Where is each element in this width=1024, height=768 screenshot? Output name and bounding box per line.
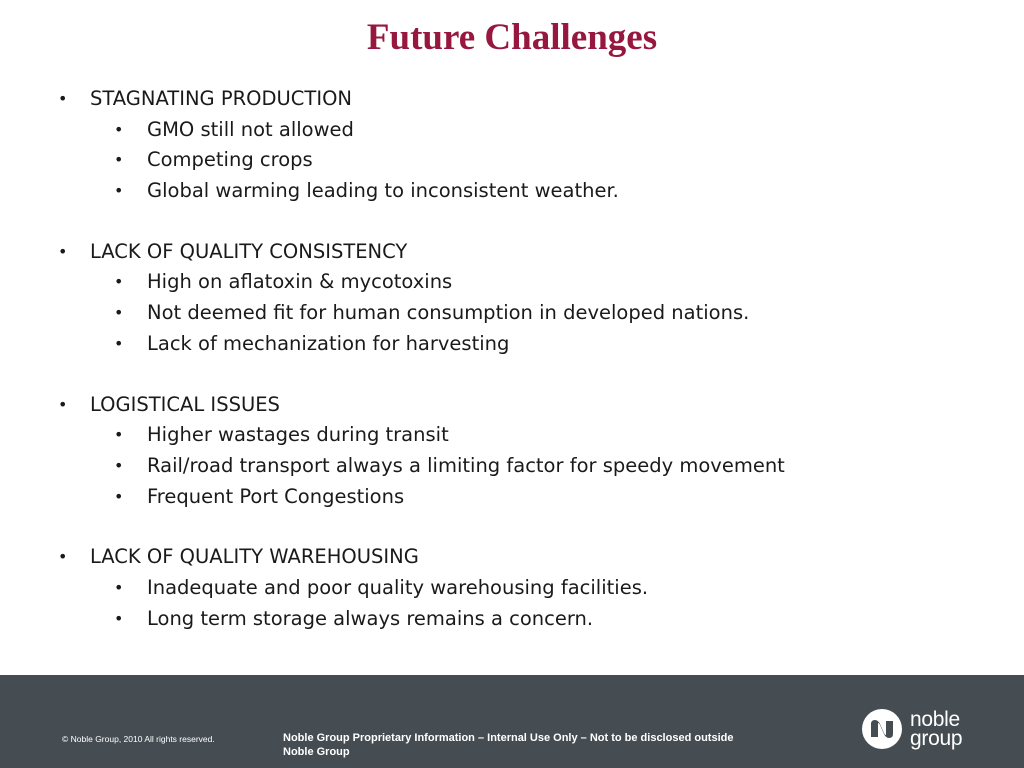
sub-bullet-text: Inadequate and poor quality warehousing facilities. bbox=[147, 575, 649, 599]
sub-bullet bbox=[58, 482, 978, 513]
sub-bullet bbox=[58, 298, 978, 329]
sub-bullet-text: Lack of mechanization for harvesting bbox=[147, 331, 510, 355]
sub-bullet-text: Competing crops bbox=[147, 148, 313, 172]
sub-bullet bbox=[58, 420, 978, 451]
bullet-icon: • bbox=[114, 303, 124, 323]
sub-bullet-text: Frequent Port Congestions bbox=[147, 484, 405, 508]
sub-bullet-text: High on aflatoxin & mycotoxins bbox=[147, 270, 453, 294]
copyright-text: © Noble Group, 2010 All rights reserved. bbox=[62, 734, 215, 744]
slide-title: Future Challenges bbox=[366, 17, 658, 58]
bullet-heading bbox=[58, 237, 978, 268]
bullet-icon: • bbox=[58, 547, 68, 567]
bullet-icon: • bbox=[114, 181, 124, 201]
section-stagnating-production bbox=[58, 84, 978, 207]
noble-logo-mark-icon bbox=[862, 709, 902, 749]
sub-bullet bbox=[58, 329, 978, 360]
bullet-heading-text: LACK OF QUALITY WAREHOUSING bbox=[90, 545, 419, 569]
section-logistical-issues bbox=[58, 390, 978, 513]
footer-bar bbox=[0, 675, 1024, 768]
bullet-icon: • bbox=[114, 608, 124, 628]
sub-bullet-text: Rail/road transport always a limiting factor for speedy movement bbox=[147, 453, 785, 477]
bullet-heading-text: STAGNATING PRODUCTION bbox=[90, 87, 353, 110]
sub-bullet-text: Global warming leading to inconsistent weather. bbox=[147, 179, 619, 203]
bullet-icon: • bbox=[114, 150, 124, 170]
sub-bullet-text: Higher wastages during transit bbox=[147, 423, 449, 447]
bullet-list bbox=[58, 84, 978, 664]
logo-word-group: group bbox=[910, 727, 963, 750]
logo-word-noble: noble bbox=[910, 708, 960, 731]
section-quality-warehousing bbox=[58, 542, 978, 634]
bullet-icon: • bbox=[114, 333, 124, 353]
sub-bullet bbox=[58, 145, 978, 176]
bullet-icon: • bbox=[114, 455, 124, 475]
sub-bullet bbox=[58, 573, 978, 604]
bullet-icon: • bbox=[114, 577, 124, 597]
bullet-icon: • bbox=[58, 241, 68, 261]
section-quality-consistency bbox=[58, 237, 978, 360]
bullet-heading bbox=[58, 542, 978, 573]
bullet-heading-text: LOGISTICAL ISSUES bbox=[90, 392, 280, 416]
bullet-icon: • bbox=[114, 425, 124, 445]
sub-bullet-text: GMO still not allowed bbox=[147, 117, 354, 141]
bullet-heading bbox=[58, 84, 978, 115]
bullet-heading-text: LACK OF QUALITY CONSISTENCY bbox=[90, 239, 408, 263]
sub-bullet bbox=[58, 176, 978, 207]
bullet-icon: • bbox=[58, 89, 68, 108]
bullet-icon: • bbox=[58, 394, 68, 414]
bullet-icon: • bbox=[114, 119, 124, 139]
sub-bullet-text: Not deemed fit for human consumption in developed nations. bbox=[147, 301, 750, 325]
bullet-icon: • bbox=[114, 272, 124, 292]
sub-bullet bbox=[58, 115, 978, 146]
noble-group-logo bbox=[862, 707, 982, 753]
bullet-heading bbox=[58, 390, 978, 421]
sub-bullet-text: Long term storage always remains a concern. bbox=[147, 606, 594, 630]
proprietary-notice: Noble Group Proprietary Information – Internal Use Only – Not to be disclosed outside Noble Group bbox=[283, 732, 734, 758]
sub-bullet bbox=[58, 451, 978, 482]
sub-bullet bbox=[58, 267, 978, 298]
sub-bullet bbox=[58, 604, 978, 635]
bullet-icon: • bbox=[114, 486, 124, 506]
